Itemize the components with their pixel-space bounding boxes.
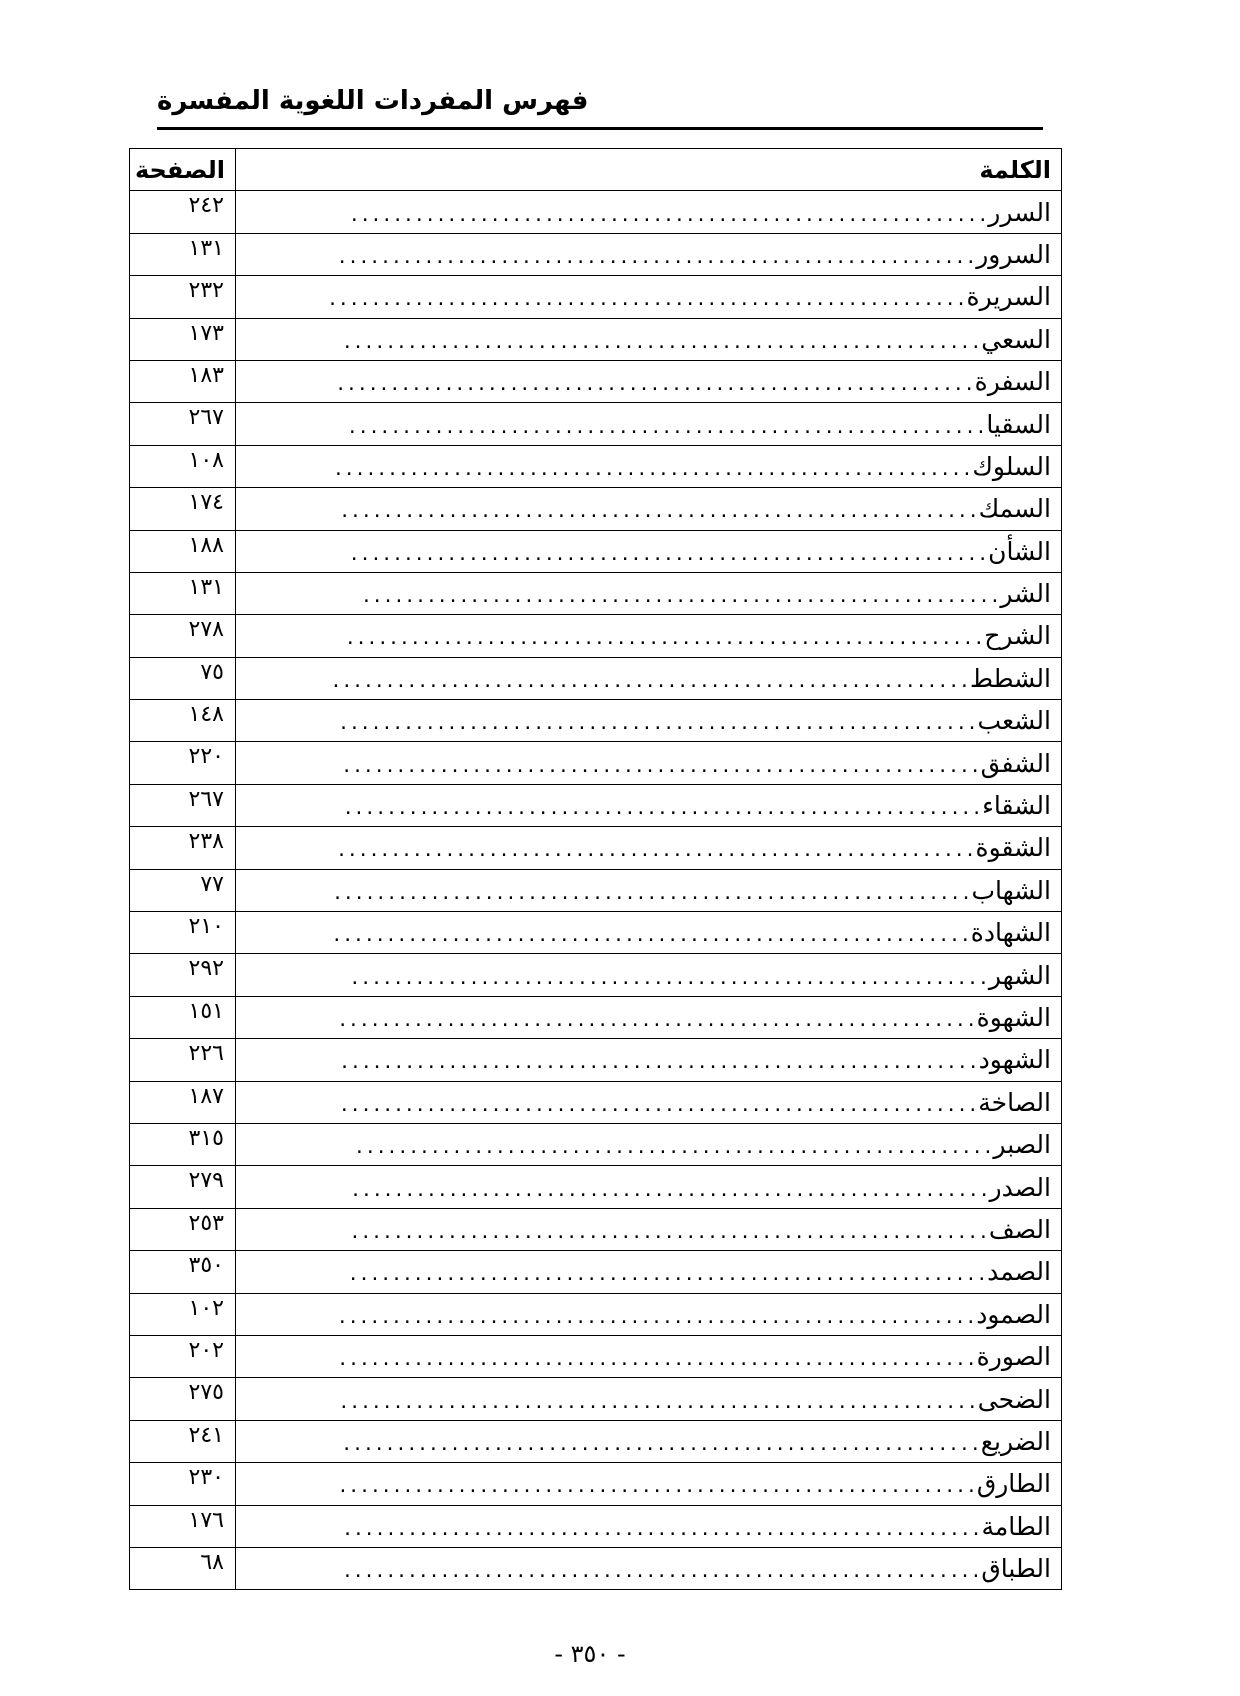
word-cell <box>236 1547 1062 1589</box>
dot-leader: ........................................................... <box>341 1433 981 1455</box>
table-row <box>130 657 1062 699</box>
word-cell <box>236 1039 1062 1081</box>
table-header-row <box>130 149 1062 191</box>
page-number-cell: ١٤٨ <box>130 700 236 742</box>
page-number-cell: ١٣١ <box>130 233 236 275</box>
table-row <box>130 360 1062 402</box>
word-cell <box>236 1335 1062 1377</box>
word-cell <box>236 827 1062 869</box>
word-text: الشأن <box>988 536 1051 566</box>
word-text: السقيا <box>986 409 1051 439</box>
word-cell <box>236 869 1062 911</box>
dot-leader: ........................................................... <box>327 289 967 311</box>
table-row <box>130 1166 1062 1208</box>
table-row <box>130 784 1062 826</box>
word-cell <box>236 276 1062 318</box>
table-row <box>130 1123 1062 1165</box>
table-row <box>130 1378 1062 1420</box>
page-number-cell: ٢٧٩ <box>130 1166 236 1208</box>
word-cell <box>236 1166 1062 1208</box>
word-text: الصبر <box>993 1130 1051 1160</box>
dot-leader: ........................................................... <box>348 543 989 565</box>
page-number-cell: ٣٥٠ <box>130 1251 236 1293</box>
table-row <box>130 318 1062 360</box>
word-text: الشهاب <box>971 875 1051 905</box>
table-row <box>130 1335 1062 1377</box>
word-cell <box>236 403 1062 445</box>
word-text: الطامة <box>981 1511 1051 1541</box>
word-cell <box>236 657 1062 699</box>
word-cell <box>236 445 1062 487</box>
word-cell <box>236 1420 1062 1462</box>
table-row <box>130 403 1062 445</box>
dot-leader: ........................................................... <box>346 416 987 438</box>
dot-leader: ........................................................... <box>339 1052 979 1074</box>
page-number-cell: ٢٦٧ <box>130 784 236 826</box>
word-cell <box>236 954 1062 996</box>
table-row <box>130 1505 1062 1547</box>
table-row <box>130 1081 1062 1123</box>
dot-leader: ........................................................... <box>348 204 989 226</box>
word-text: الصاخة <box>978 1087 1051 1117</box>
column-header-page: الصفحة <box>130 149 236 191</box>
dot-leader: ........................................................... <box>331 925 971 947</box>
dot-leader: ........................................................... <box>337 1010 977 1031</box>
page-number-cell: ١٠٢ <box>130 1293 236 1335</box>
index-table <box>129 148 1062 1590</box>
word-text: الشرح <box>984 621 1051 651</box>
word-cell <box>236 488 1062 530</box>
page-number-cell: ٦٨ <box>130 1547 236 1589</box>
word-text: السمك <box>978 494 1051 524</box>
word-text: الضحى <box>977 1384 1051 1414</box>
dot-leader: ........................................................... <box>336 840 976 862</box>
dot-leader: ........................................................... <box>337 1476 977 1498</box>
page-number-cell: ١٨٣ <box>130 360 236 402</box>
dot-leader: ........................................................... <box>354 1137 994 1159</box>
word-cell <box>236 191 1062 233</box>
page-number-cell: ٢٩٢ <box>130 954 236 996</box>
dot-leader: ........................................................... <box>342 1518 982 1540</box>
dot-leader: ........................................................... <box>336 1306 977 1328</box>
page-number-cell: ٢٧٥ <box>130 1378 236 1420</box>
table-row <box>130 869 1062 911</box>
word-cell <box>236 572 1062 614</box>
dot-leader: ........................................................... <box>341 755 981 777</box>
word-cell <box>236 1251 1062 1293</box>
table-row <box>130 1293 1062 1335</box>
word-text: السريرة <box>966 282 1051 312</box>
table-row <box>130 445 1062 487</box>
dot-leader: ........................................................... <box>330 670 970 692</box>
dot-leader: ........................................................... <box>338 1391 978 1413</box>
table-row <box>130 530 1062 572</box>
dot-leader: ........................................................... <box>344 628 985 650</box>
word-cell <box>236 912 1062 954</box>
dot-leader: ........................................................... <box>337 1349 977 1371</box>
page-number-cell: ١٧٦ <box>130 1505 236 1547</box>
page-number-cell: ١٥١ <box>130 996 236 1038</box>
word-text: السفرة <box>974 367 1051 397</box>
page-number-cell: ٧٧ <box>130 869 236 911</box>
dot-leader: ........................................................... <box>347 1264 988 1286</box>
table-body <box>130 191 1062 1590</box>
page-number-cell: ١٨٧ <box>130 1081 236 1123</box>
word-text: الصمود <box>976 1299 1051 1329</box>
page-number-cell: ١٧٣ <box>130 318 236 360</box>
table-row <box>130 1420 1062 1462</box>
table-row <box>130 912 1062 954</box>
word-cell <box>236 742 1062 784</box>
word-cell <box>236 1123 1062 1165</box>
page-number-cell: ٢٤١ <box>130 1420 236 1462</box>
word-cell <box>236 700 1062 742</box>
page-number-cell: ٣١٥ <box>130 1123 236 1165</box>
page-number: - ٣٥٠ - <box>554 1640 626 1668</box>
word-text: الصمد <box>987 1257 1051 1287</box>
dot-leader: ........................................................... <box>360 586 1001 608</box>
word-cell <box>236 1463 1062 1505</box>
page-number-cell: ١٣١ <box>130 572 236 614</box>
word-cell <box>236 1208 1062 1250</box>
word-cell <box>236 360 1062 402</box>
word-text: الطباق <box>981 1554 1051 1584</box>
page-number-cell: ٢٣٨ <box>130 827 236 869</box>
page-number-cell: ٢١٠ <box>130 912 236 954</box>
page-number-cell: ٢٣٠ <box>130 1463 236 1505</box>
table-row <box>130 233 1062 275</box>
page-number-cell: ٢٠٢ <box>130 1335 236 1377</box>
table-row <box>130 827 1062 869</box>
page-number-cell: ١٧٤ <box>130 488 236 530</box>
table-row <box>130 996 1062 1038</box>
word-text: الشهود <box>978 1045 1051 1075</box>
word-cell <box>236 1378 1062 1420</box>
word-text: السعي <box>981 324 1051 354</box>
table-row <box>130 1208 1062 1250</box>
dot-leader: ........................................................... <box>338 713 978 735</box>
word-text: الشقوة <box>975 833 1051 863</box>
word-text: الصف <box>988 1214 1051 1244</box>
word-text: الشفق <box>980 748 1051 778</box>
dot-leader: ........................................................... <box>335 374 975 396</box>
word-cell <box>236 530 1062 572</box>
dot-leader: ........................................................... <box>342 798 983 820</box>
page-number-cell: ١٠٨ <box>130 445 236 487</box>
word-text: الشطط <box>969 663 1051 693</box>
page-number-cell: ٢٦٧ <box>130 403 236 445</box>
page-number-cell: ١٨٨ <box>130 530 236 572</box>
dot-leader: ........................................................... <box>349 1221 989 1243</box>
word-cell <box>236 615 1062 657</box>
dot-leader: ........................................................... <box>336 246 977 268</box>
page-number-cell: ٢٢٠ <box>130 742 236 784</box>
dot-leader: ........................................................... <box>341 1561 982 1583</box>
table-row <box>130 954 1062 996</box>
word-cell <box>236 1293 1062 1335</box>
table-row <box>130 742 1062 784</box>
table-row <box>130 572 1062 614</box>
page-number-cell: ٢٧٨ <box>130 615 236 657</box>
table-row <box>130 488 1062 530</box>
dot-leader: ........................................................... <box>338 1094 979 1116</box>
word-text: الشقاء <box>982 791 1051 821</box>
word-text: الشهادة <box>970 918 1051 948</box>
table-row <box>130 191 1062 233</box>
word-text: السرر <box>988 197 1051 227</box>
word-text: الصورة <box>976 1342 1051 1372</box>
table-row <box>130 1463 1062 1505</box>
word-text: الشر <box>1000 579 1051 609</box>
dot-leader: ........................................................... <box>332 458 973 480</box>
dot-leader: ........................................................... <box>349 967 989 989</box>
column-header-word: الكلمة <box>236 149 1062 191</box>
page-number-cell: ٢٢٦ <box>130 1039 236 1081</box>
word-cell <box>236 784 1062 826</box>
table-row <box>130 1251 1062 1293</box>
page-title: فهرس المفردات اللغوية المفسرة <box>157 86 589 116</box>
page-number-cell: ٢٣٢ <box>130 276 236 318</box>
word-cell <box>236 318 1062 360</box>
word-text: الضريع <box>980 1426 1051 1456</box>
word-cell <box>236 233 1062 275</box>
word-text: السرور <box>976 239 1051 269</box>
word-cell <box>236 1505 1062 1547</box>
word-text: الشهوة <box>976 1003 1051 1032</box>
dot-leader: ........................................................... <box>332 882 972 904</box>
page-number-cell: ٢٥٣ <box>130 1208 236 1250</box>
word-text: الطارق <box>976 1469 1051 1499</box>
dot-leader: ........................................................... <box>339 501 979 523</box>
word-text: السلوك <box>972 451 1051 481</box>
word-text: الشعب <box>977 706 1051 736</box>
table-row <box>130 1039 1062 1081</box>
table-row <box>130 1547 1062 1589</box>
page-header <box>157 80 1043 130</box>
word-text: الصدر <box>989 1172 1051 1202</box>
page-number-cell: ٢٤٢ <box>130 191 236 233</box>
word-cell <box>236 996 1062 1038</box>
dot-leader: ........................................................... <box>350 1179 990 1201</box>
table-row <box>130 276 1062 318</box>
table-row <box>130 615 1062 657</box>
page-number-cell: ٧٥ <box>130 657 236 699</box>
dot-leader: ........................................................... <box>341 331 982 353</box>
word-cell <box>236 1081 1062 1123</box>
word-text: الشهر <box>988 960 1051 990</box>
table-row <box>130 700 1062 742</box>
